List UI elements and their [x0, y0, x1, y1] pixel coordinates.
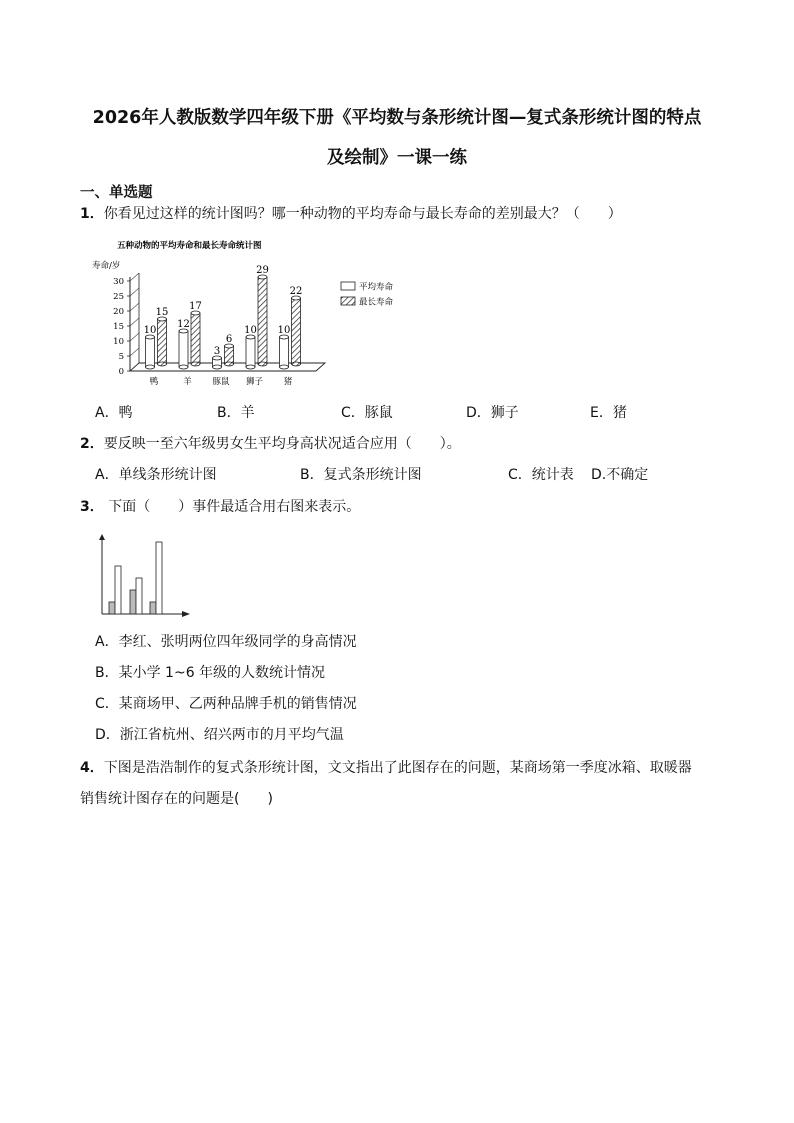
bar-series-1-0 — [115, 566, 121, 614]
bar-avg-1 — [179, 329, 188, 369]
x-tick-label: 豚鼠 — [212, 377, 230, 387]
bar-series-0-2 — [150, 602, 156, 614]
x-tick-label: 猪 — [283, 377, 293, 387]
y-tick-label: 0 — [118, 367, 124, 377]
x-tick-label: 鸭 — [149, 377, 159, 387]
bar-series-0-1 — [130, 590, 136, 614]
chart-1-ylabel: 寿命/岁 — [92, 261, 121, 271]
q1-option-c[interactable]: C．豚鼠 — [341, 405, 393, 421]
q1-option-d[interactable]: D．狮子 — [466, 405, 519, 421]
bar-max-3 — [258, 275, 267, 366]
data-label: 3 — [213, 346, 221, 357]
bar-avg-3 — [246, 335, 255, 369]
q2-option-a[interactable]: A．单线条形统计图 — [95, 467, 217, 483]
question-4-line-2 — [80, 789, 273, 809]
legend-swatch — [341, 282, 355, 290]
bar-avg-0 — [146, 335, 155, 369]
y-tick-label: 30 — [113, 277, 124, 287]
question-1-number: 1． — [80, 206, 104, 222]
data-label: 22 — [289, 286, 303, 297]
question-4-text-line-1: 下图是浩浩制作的复式条形统计图，文文指出了此图存在的问题，某商场第一季度冰箱、取暖器 — [103, 760, 692, 776]
animal-lifespan-chart — [92, 236, 427, 396]
bar-series-0-0 — [109, 602, 115, 614]
q1-option-e[interactable]: E．猪 — [590, 405, 627, 421]
question-4-number: 4． — [80, 760, 104, 776]
y-tick-label: 20 — [113, 307, 124, 317]
legend-label: 平均寿命 — [359, 282, 394, 293]
question-2-text: 要反映一至六年级男女生平均身高状况适合应用（ ）。 — [103, 436, 461, 452]
chart-1-title: 五种动物的平均寿命和最长寿命统计图 — [117, 241, 262, 251]
x-axis-arrow — [182, 611, 190, 617]
y-grid-diagonal — [130, 273, 139, 281]
question-2 — [80, 434, 461, 454]
q3-option-d[interactable]: D．浙江省杭州、绍兴两市的月平均气温 — [95, 727, 344, 743]
y-axis-arrow — [99, 534, 105, 540]
data-label: 10 — [244, 325, 257, 336]
bar-series-1-2 — [156, 542, 162, 614]
y-tick-label: 15 — [113, 322, 124, 332]
question-1 — [80, 204, 622, 224]
bar-max-2 — [225, 344, 234, 366]
legend-swatch — [341, 297, 355, 305]
document-title-line-1: 2026年人教版数学四年级下册《平均数与条形统计图—复式条形统计图的特点 — [92, 108, 702, 128]
question-3-text: 下面（ ）事件最适合用右图来表示。 — [108, 499, 361, 515]
q2-option-b[interactable]: B．复式条形统计图 — [300, 467, 422, 483]
q3-option-c[interactable]: C．某商场甲、乙两种品牌手机的销售情况 — [95, 696, 357, 712]
y-grid-diagonal — [130, 288, 139, 296]
data-label: 15 — [155, 307, 169, 318]
x-tick-label: 狮子 — [245, 377, 264, 387]
data-label: 29 — [256, 265, 269, 276]
y-grid-diagonal — [130, 318, 139, 326]
data-label: 10 — [277, 325, 291, 336]
bar-max-1 — [191, 311, 200, 366]
y-grid-diagonal — [130, 303, 139, 311]
x-tick-label: 羊 — [183, 377, 192, 387]
simple-bar-chart — [92, 530, 196, 622]
section-heading: 一、单选题 — [80, 185, 153, 201]
bar-max-4 — [292, 296, 301, 366]
bar-avg-2 — [213, 356, 222, 369]
q2-option-c[interactable]: C．统计表 — [508, 467, 574, 483]
question-3-number: 3． — [80, 499, 104, 515]
question-4 — [80, 758, 692, 778]
data-label: 12 — [177, 319, 190, 330]
bar-max-0 — [158, 317, 167, 366]
y-tick-label: 25 — [113, 292, 124, 302]
y-grid-diagonal — [130, 348, 139, 356]
y-grid-diagonal — [130, 333, 139, 341]
bar-avg-4 — [280, 335, 289, 369]
data-label: 17 — [189, 301, 202, 312]
question-4-text-line-2: 销售统计图存在的问题是( ) — [80, 791, 273, 807]
document-title-line-2: 及绘制》一课一练 — [327, 148, 467, 168]
y-tick-label: 5 — [118, 352, 124, 362]
bar-series-1-1 — [136, 578, 142, 614]
q1-option-a[interactable]: A．鸭 — [95, 405, 133, 421]
y-tick-label: 10 — [113, 337, 124, 347]
legend-label: 最长寿命 — [359, 297, 394, 308]
data-label: 6 — [225, 334, 233, 345]
q1-option-b[interactable]: B．羊 — [217, 405, 255, 421]
question-2-number: 2． — [80, 436, 104, 452]
q3-option-b[interactable]: B．某小学 1~6 年级的人数统计情况 — [95, 665, 326, 681]
question-3 — [80, 497, 360, 517]
data-label: 10 — [143, 325, 157, 336]
q2-option-d[interactable]: D.不确定 — [591, 467, 649, 483]
question-1-text: 你看见过这样的统计图吗？哪一种动物的平均寿命与最长寿命的差别最大？（ ） — [103, 206, 622, 222]
q3-option-a[interactable]: A．李红、张明两位四年级同学的身高情况 — [95, 634, 357, 650]
